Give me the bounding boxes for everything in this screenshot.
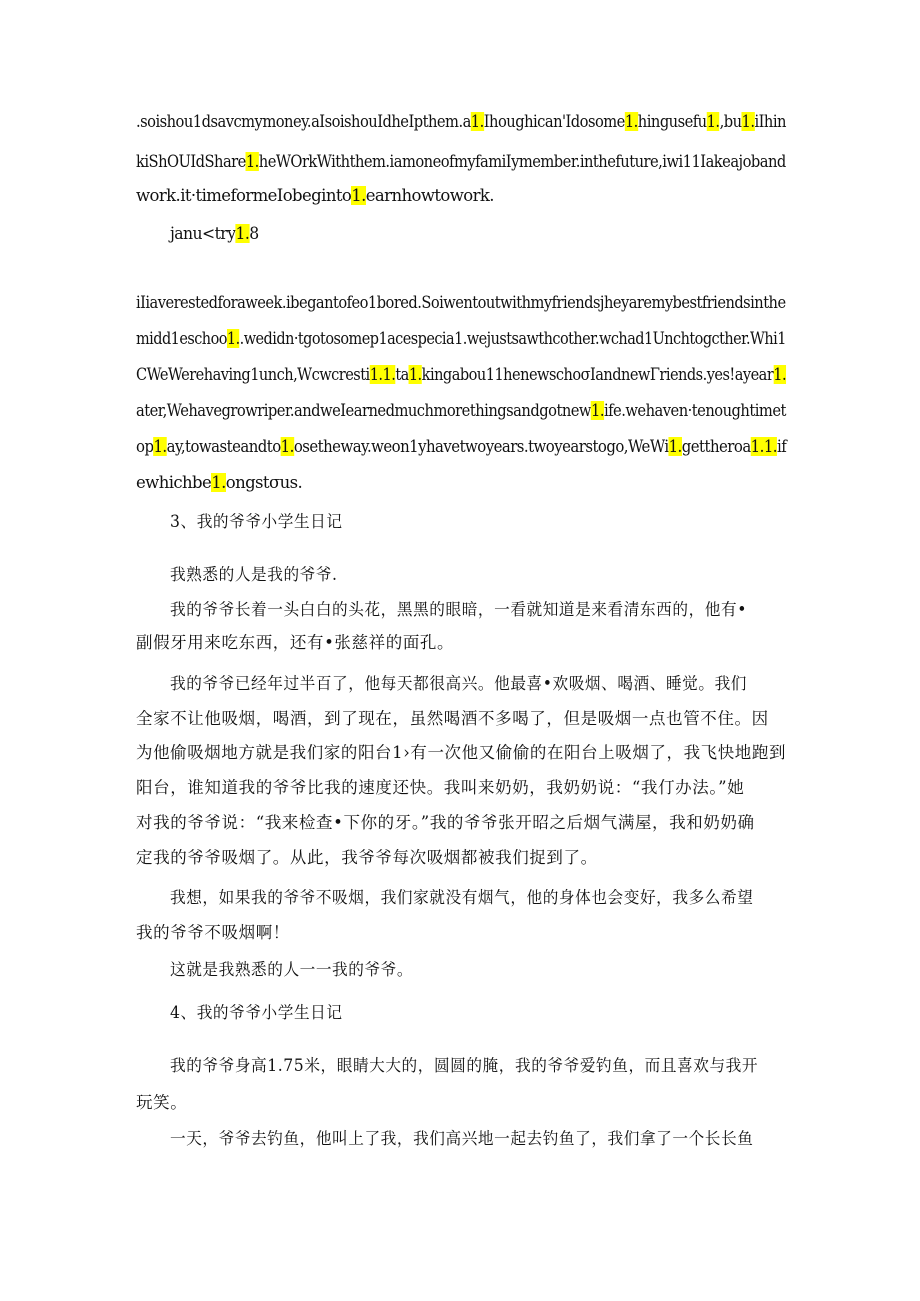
paragraph-line: 定我的爷爷吸烟了。从此，我爷爷每次吸烟都被我们捉到了。 bbox=[136, 848, 598, 867]
paragraph-line: 副假牙用来吃东西，还有•张慈祥的面孔。 bbox=[136, 633, 455, 652]
text-run: gettheroa bbox=[681, 437, 751, 456]
paragraph-line: 这就是我熟悉的人一一我的爷爷。 bbox=[170, 960, 414, 979]
paragraph-line: 玩笑。 bbox=[136, 1093, 188, 1112]
text-run: ife.wehaven·tenoughtimet bbox=[603, 401, 786, 420]
entry-b-line bbox=[136, 362, 787, 388]
highlighted-text: 1. bbox=[706, 112, 720, 131]
text-run: kiShOUIdShare bbox=[136, 152, 246, 171]
text-run: heWOrkWiththem.iamoneofmyfamiIymember.inthefuture,iwi11Iakeajoband bbox=[258, 152, 786, 171]
entry-date bbox=[170, 221, 786, 247]
paragraph-line: 我的爷爷长着一头白白的头花，黑黑的眼暗，一看就知道是来看清东西的，他有• bbox=[170, 600, 748, 619]
text-run: if bbox=[776, 437, 787, 456]
highlighted-text: 1. bbox=[351, 186, 366, 205]
paragraph-line: 我的爷爷已经年过半百了，他每天都很高兴。他最喜•欢吸烟、喝酒、睡觉。我们 bbox=[170, 674, 748, 693]
paragraph-line: 阳台，谁知道我的爷爷比我的速度还快。我叫来奶奶，我奶奶说：“我仃办法。”她 bbox=[136, 778, 745, 797]
highlighted-text: 1.1. bbox=[369, 365, 396, 384]
text-run: CWeWerehaving1unch,Wcwcresti bbox=[136, 365, 370, 384]
highlighted-text: 1. bbox=[211, 473, 226, 492]
highlighted-text: 1. bbox=[235, 224, 250, 243]
highlighted-text: 1. bbox=[773, 365, 787, 384]
highlighted-text: 1. bbox=[245, 152, 259, 171]
text-run: ,bu bbox=[719, 112, 742, 131]
entry-b-line bbox=[136, 398, 786, 424]
section-heading: 4、我的爷爷小学生日记 bbox=[170, 1003, 343, 1022]
paragraph-line: 我熟悉的人是我的爷爷. bbox=[170, 565, 338, 584]
paragraph-line: 对我的爷爷说：“我来检查•下你的牙。”我的爷爷张开昭之后烟气满屋，我和奶奶确 bbox=[136, 813, 755, 832]
paragraph-line: 为他偷吸烟地方就是我们家的阳台1›有一次他又偷偷的在阳台上吸烟了，我飞快地跑到 bbox=[136, 743, 787, 762]
text-run: .wedidn·tgotosomep1acespecia1.wejustsawthcother.wchad1Unchtogcther.Whi1 bbox=[239, 329, 786, 348]
text-run: iIhin bbox=[754, 112, 786, 131]
highlighted-text: 1. bbox=[280, 437, 294, 456]
highlighted-text: 1.1. bbox=[750, 437, 777, 456]
text-run: ta bbox=[395, 365, 409, 384]
entry-a-line bbox=[136, 149, 786, 175]
highlighted-text: 1. bbox=[470, 112, 484, 131]
text-run: janu<try bbox=[170, 224, 236, 243]
text-run: kingabou11henewschoσIandnewΓriends.yes!ayear bbox=[421, 365, 774, 384]
paragraph-line: 全家不让他吸烟，喝酒，到了现在，虽然喝酒不多喝了，但是吸烟一点也管不住。因 bbox=[136, 709, 769, 728]
highlighted-text: 1. bbox=[153, 437, 167, 456]
paragraph-line: 我想，如果我的爷爷不吸烟，我们家就没有烟气，他的身体也会变好，我多么希望 bbox=[170, 888, 754, 907]
text-run: work.it·timeformeIobeginto bbox=[136, 186, 352, 205]
text-run: ewhichbe bbox=[136, 473, 212, 492]
entry-b-line bbox=[136, 470, 786, 496]
text-run: op bbox=[136, 437, 154, 456]
text-run: ongstσus. bbox=[225, 473, 303, 492]
text-run: ater,Wehavegrowriper.andweIearnedmuchmorethingsandgotnew bbox=[136, 401, 591, 420]
highlighted-text: 1. bbox=[624, 112, 638, 131]
paragraph-line: 我的爷爷不吸烟啊！ bbox=[136, 923, 290, 942]
highlighted-text: 1. bbox=[226, 329, 240, 348]
text-run: osetheway.weon1yhavetwoyears.twoyearstogo,WeWi bbox=[293, 437, 669, 456]
paragraph-line: 一天，爷爷去钓鱼，他叫上了我，我们高兴地一起去钓鱼了，我们拿了一个长长鱼 bbox=[170, 1129, 754, 1148]
text-run: ay,towasteandto bbox=[166, 437, 281, 456]
highlighted-text: 1. bbox=[590, 401, 604, 420]
entry-b-line bbox=[136, 290, 786, 316]
text-run: iIiaverestedforaweek.ibegantofeo1bored.Soiwentoutwithmyfriendsjheyaremybestfriendsinthe bbox=[136, 293, 786, 312]
highlighted-text: 1. bbox=[741, 112, 755, 131]
highlighted-text: 1. bbox=[408, 365, 422, 384]
highlighted-text: 1. bbox=[668, 437, 682, 456]
entry-a-line bbox=[136, 183, 786, 209]
text-run: hingusefu bbox=[637, 112, 707, 131]
entry-b-line bbox=[136, 326, 786, 352]
text-run: .soishou1dsavcmymoney.aIsoishouIdheIpthem.a bbox=[136, 112, 471, 131]
entry-a-line bbox=[136, 109, 786, 135]
entry-b-line bbox=[136, 434, 787, 460]
text-run: Ihoughican'Idosome bbox=[483, 112, 625, 131]
text-run: midd1eschoo bbox=[136, 329, 227, 348]
section-heading: 3、我的爷爷小学生日记 bbox=[170, 512, 343, 531]
paragraph-line: 我的爷爷身高1.75米，眼睛大大的，圆圆的腌，我的爷爷爱钓鱼，而且喜欢与我开 bbox=[170, 1056, 759, 1075]
text-run: 8 bbox=[249, 224, 259, 243]
text-run: earnhowtowork. bbox=[365, 186, 494, 205]
